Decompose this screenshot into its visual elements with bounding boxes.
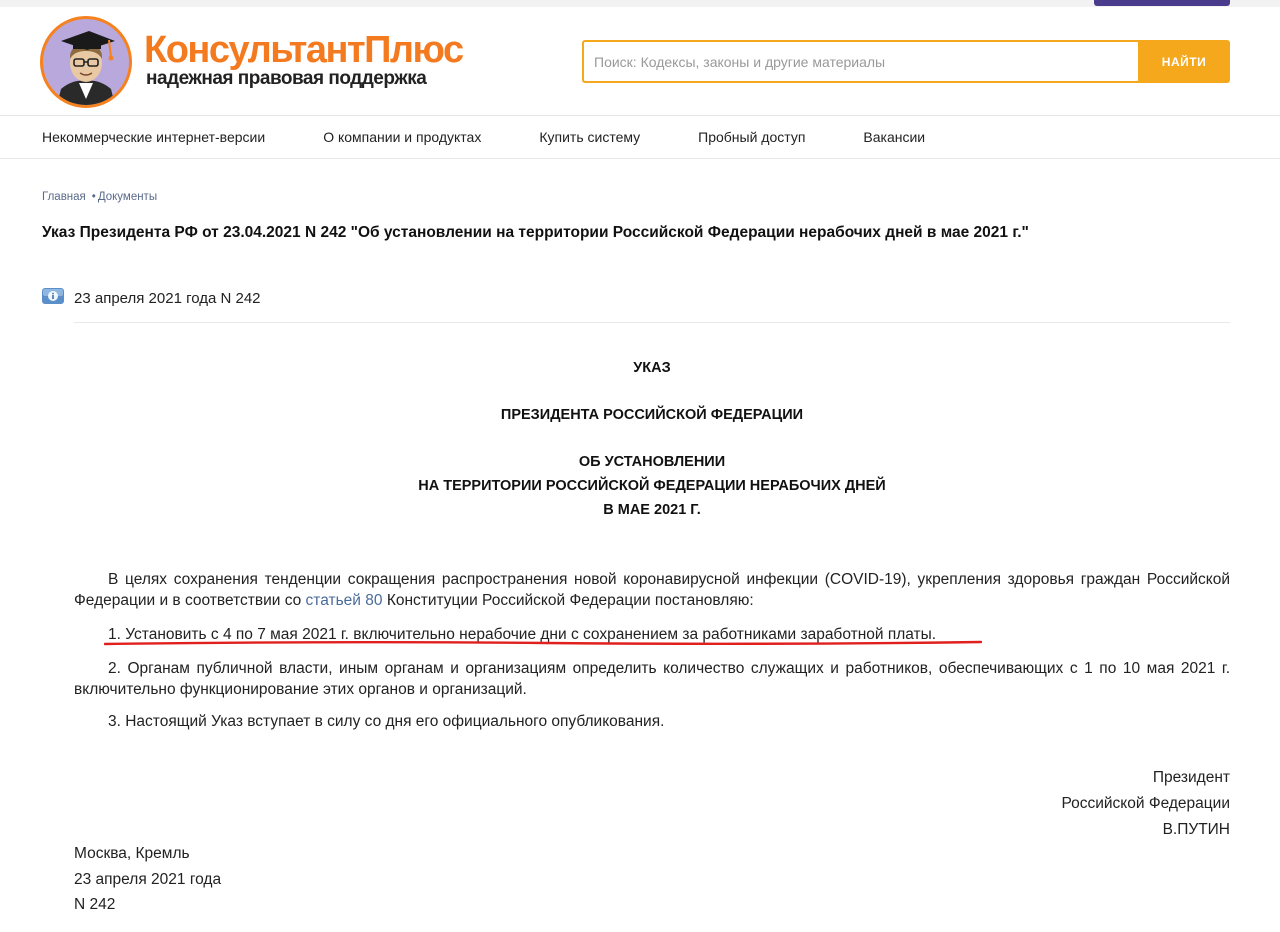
site-logo[interactable] [40,16,463,108]
decree-item-2: 2. Органам публичной власти, иным органам и организациям определить количество служащих и работников, обеспечивающих с 1 по 10 мая 2021 г. включительно функционирование этих органов и организаций. [74,660,1230,698]
signing-date-line: 23 апреля 2021 года [74,871,222,888]
logo-slogan: надежная правовая поддержка [146,68,427,89]
nav-item-buy[interactable]: Купить систему [539,129,641,145]
heading-subject-line-2: НА ТЕРРИТОРИИ РОССИЙСКОЙ ФЕДЕРАЦИИ НЕРАБОЧИХ ДНЕЙ [418,478,886,494]
breadcrumb-separator: • [91,191,96,203]
nav-item-about[interactable]: О компании и продуктах [323,129,482,145]
search-input[interactable] [582,40,1140,83]
logo-brand-name: КонсультантПлюс [144,29,463,71]
heading-ukaz: УКАЗ [633,360,671,376]
logo-mascot-icon [40,16,132,108]
decree-item-3: 3. Настоящий Указ вступает в силу со дня его официального опубликования. [108,713,665,730]
red-underline-mark [104,640,982,646]
preamble-paragraph [74,569,1230,611]
main-nav [42,116,983,158]
signature-name: В.ПУТИН [1162,821,1230,838]
page-title: Указ Президента РФ от 23.04.2021 N 242 "Об установлении на территории Российской Федерации нерабочих дней в мае 2021 г." [42,224,1029,241]
document-date-number: 23 апреля 2021 года N 242 [74,290,261,307]
breadcrumb-home[interactable]: Главная [42,191,86,203]
breadcrumb [42,191,157,203]
top-bar [0,0,1280,7]
search-button[interactable]: НАЙТИ [1138,40,1230,83]
heading-subject-line-3: В МАЕ 2021 Г. [603,502,701,518]
heading-president: ПРЕЗИДЕНТА РОССИЙСКОЙ ФЕДЕРАЦИИ [500,407,804,423]
search-bar [582,40,1230,83]
top-bar-tab[interactable] [1094,0,1230,6]
place-line: Москва, Кремль [74,845,190,862]
heading-subject-line-1: ОБ УСТАНОВЛЕНИИ [578,454,726,470]
nav-divider-bottom [0,158,1280,159]
document-divider [74,322,1230,323]
preamble-text-end: Конституции Российской Федерации постановляю: [382,592,754,609]
nav-item-trial[interactable]: Пробный доступ [698,129,806,145]
constitution-article-link[interactable]: статьей 80 [305,592,383,609]
nav-item-vacancies[interactable]: Вакансии [863,129,926,145]
signature-title: Президент [1152,769,1230,786]
decree-item-1: 1. Установить с 4 по 7 мая 2021 г. включительно нерабочие дни с сохранением за работниками заработной платы. [108,626,937,643]
nav-item-noncommercial[interactable]: Некоммерческие интернет-версии [42,129,266,145]
breadcrumb-documents[interactable]: Документы [97,191,158,203]
decree-number-line: N 242 [74,896,116,913]
signature-country: Российской Федерации [1061,795,1230,812]
info-icon[interactable] [42,288,64,304]
preamble-text-start: В целях сохранения тенденции сокращения распространения новой коронавирусной инфекции (COVID-19), укрепления здоровья граждан Российской Федерации и в соответствии со [74,571,1230,609]
